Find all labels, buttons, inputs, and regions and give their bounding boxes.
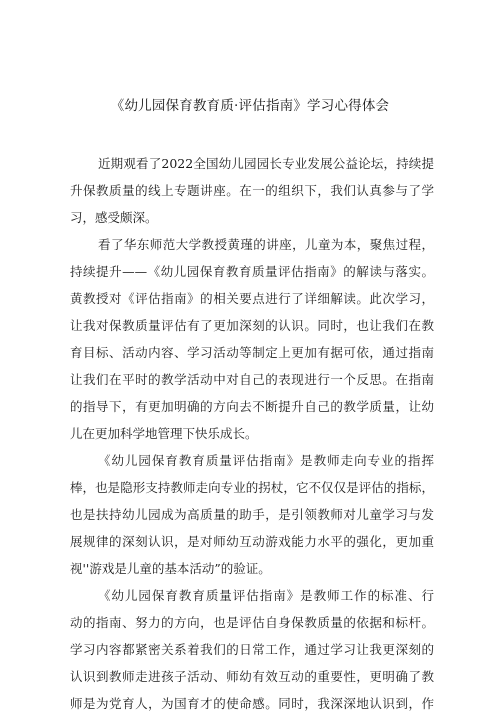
text-line: 升保教质量的线上专题讲座。在一的组织下，我们认真参与了学 <box>70 183 434 198</box>
document-title: 《幼儿园保育教育质·评估指南》学习心得体会 <box>110 98 390 114</box>
text-line: 儿在更加科学地管理下快乐成长。 <box>70 426 258 441</box>
text-line: 动的指南、努力的方向，也是评估自身保教质量的依据和标杆。 <box>70 615 434 630</box>
text-line: 学习内容都紧密关系着我们的日常工作，通过学习让我更深刻的 <box>70 642 434 657</box>
text-line: 黄教授对《评估指南》的相关要点进行了详细解读。此次学习， <box>70 291 434 306</box>
text-line: 展规律的深刻认识，是对师幼互动游戏能力水平的强化，更加重 <box>70 534 434 549</box>
text-line: 看了华东师范大学教授黄瑾的讲座，儿童为本，聚焦过程， <box>98 237 434 252</box>
paragraph-4 <box>70 582 434 717</box>
paragraph-2 <box>70 231 434 447</box>
text-line: 让我对保教质量评估有了更加深刻的认识。同时，也让我们在教 <box>70 318 434 333</box>
text-line: 近期观看了2022全国幼儿园园长专业发展公益论坛，持续提 <box>98 156 434 171</box>
text-line: 《幼儿园保育教育质量评估指南》是教师走向专业的指挥 <box>98 453 434 468</box>
text-line: 习，感受颇深。 <box>70 210 158 225</box>
paragraph-1 <box>70 150 434 231</box>
text-line: 持续提升——《幼儿园保育教育质量评估指南》的解读与落实。 <box>70 264 434 279</box>
text-line: 棒，也是隐形支持教师走向专业的拐杖，它不仅仅是评估的指标， <box>70 480 434 495</box>
text-line: 的指导下，有更加明确的方向去不断提升自己的教学质量，让幼 <box>70 399 434 414</box>
document-body <box>70 150 434 717</box>
text-line: 《幼儿园保育教育质量评估指南》是教师工作的标准、行 <box>98 588 434 603</box>
text-line: 视''游戏是儿童的基本活动”的验证。 <box>70 561 271 576</box>
text-line: 师是为党育人，为国育才的使命感。同时，我深深地认识到，作 <box>70 696 434 711</box>
text-line: 认识到教师走进孩子活动、师幼有效互动的重要性，更明确了教 <box>70 669 434 684</box>
text-line: 也是扶持幼儿园成为高质量的助手，是引领教师对儿童学习与发 <box>70 507 434 522</box>
text-line: 让我们在平时的教学活动中对自己的表现进行一个反思。在指南 <box>70 372 434 387</box>
text-line: 育目标、活动内容、学习活动等制定上更加有据可依，通过指南 <box>70 345 434 360</box>
paragraph-3 <box>70 447 434 582</box>
